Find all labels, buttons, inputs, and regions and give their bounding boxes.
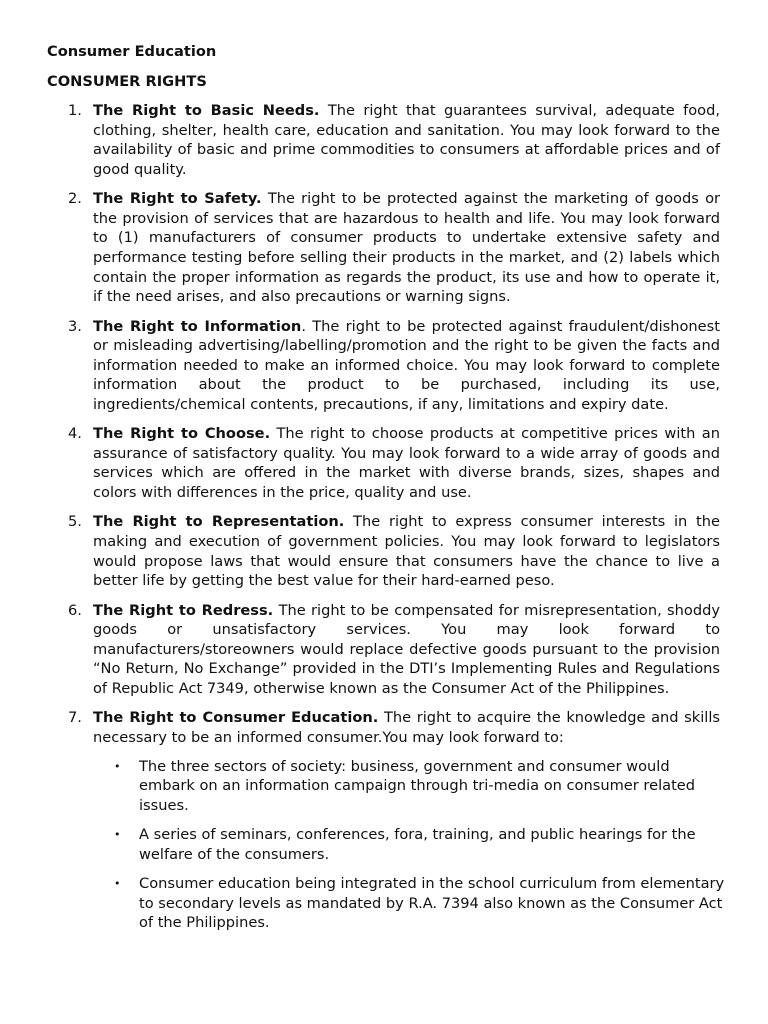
right-number: 1.	[68, 102, 82, 119]
right-description: The right to express consumer interests in the making and execution of government policies. You may look forward to legislators would propose laws that would ensure that consumers have the chance to live a better life by getting the best value for their hard-earned peso.	[93, 513, 720, 590]
bullet-icon: •	[114, 759, 121, 773]
right-heading: The Right to Redress.	[93, 601, 274, 619]
right-number: 3.	[68, 317, 82, 335]
right-number: 4.	[68, 425, 82, 443]
right-item	[68, 101, 720, 179]
right-description: The right to choose products at competitive prices with an assurance of satisfactory quality. You may look forward to a wide array of goods and services which are offered in the market with diverse brands, sizes, shapes and colors with differences in the price, quality and use.	[93, 425, 720, 502]
right-heading: The Right to Choose.	[93, 425, 271, 443]
right-number: 7.	[68, 709, 82, 727]
right-heading: The Right to Information	[93, 317, 302, 335]
bullet-text: Consumer education being integrated in the school curriculum from elementary to secondary levels as mandated by R.A. 7394 also known as the Consumer Act of the Philippines.	[139, 875, 725, 932]
right-description: The right to be compensated for misrepresentation, shoddy goods or unsatisfactory services. You may look forward to manufacturers/storeowners would replace defective goods pursuant to the provision “No Return, No Exchange” provided in the DTI’s Implementing Rules and Regulations of Republic Act 7349, otherwise known as the Consumer Act of the Philippines.	[93, 601, 720, 698]
bullet-item	[114, 874, 729, 933]
bullet-item	[114, 757, 729, 816]
bullet-icon: •	[114, 877, 121, 891]
bullet-text: The three sectors of society: business, government and consumer would embark on an information campaign through tri-media on consumer related issues.	[139, 757, 696, 814]
right-heading: The Right to Representation.	[93, 513, 345, 531]
bullet-icon: •	[114, 828, 121, 842]
right-item	[68, 512, 720, 590]
bullet-item	[114, 825, 729, 864]
right-item	[68, 708, 725, 933]
right-item	[68, 189, 720, 307]
right-item	[68, 317, 720, 415]
right-number: 5.	[68, 513, 82, 531]
right-description: The right to acquire the knowledge and skills necessary to be an informed consumer.You may look forward to:	[93, 709, 720, 746]
section-title: CONSUMER RIGHTS	[47, 73, 207, 90]
education-bullet-list	[114, 757, 729, 933]
right-heading: The Right to Consumer Education.	[93, 709, 379, 727]
document-title: Consumer Education	[47, 43, 217, 60]
right-description: The right to be protected against the marketing of goods or the provision of services that are hazardous to health and life. You may look forward to (1) manufacturers of consumer products to undertake extensive safety and performance testing before selling their products in the market, and (2) labels which contain the proper information as regards the product, its use and how to operate it, if the need arises, and also precautions or warning signs.	[93, 190, 720, 306]
right-item	[68, 424, 720, 502]
right-heading: The Right to Safety.	[93, 190, 262, 208]
right-description: . The right to be protected against fraudulent/dishonest or misleading advertising/labelling/promotion and the right to be given the facts and information needed to make an informed choice. You may look forward to complete information about the product to be purchased, including its use, ingredients/chemical contents, precautions, if any, limitations and expiry date.	[93, 317, 720, 413]
bullet-text: A series of seminars, conferences, fora, training, and public hearings for the welfare of the consumers.	[139, 826, 696, 863]
right-description: The right that guarantees survival, adequate food, clothing, shelter, health care, education and sanitation. You may look forward to the availability of basic and prime commodities to consumers at affordable prices and of good quality.	[93, 102, 720, 178]
right-number: 2.	[68, 190, 82, 208]
right-number: 6.	[68, 601, 82, 619]
rights-list	[68, 101, 725, 943]
right-item	[68, 601, 720, 699]
right-heading: The Right to Basic Needs.	[93, 102, 320, 119]
